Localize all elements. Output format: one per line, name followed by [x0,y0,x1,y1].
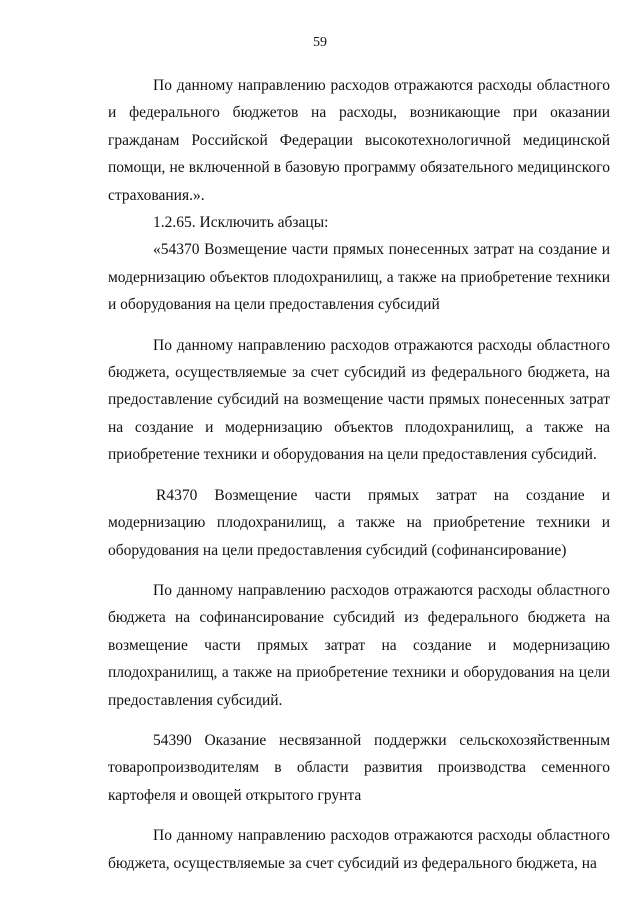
paragraph-code-54370: «54370 Возмещение части прямых понесенных затрат на создание и модернизацию объектов плодохранилищ, а также на приобретение техники и оборудования на цели предоставления субсидий [108,241,610,314]
document-body [108,72,610,877]
paragraph-code-r4370: R4370 Возмещение части прямых затрат на создание и модернизацию плодохранилищ, а также на приобретение техники и оборудования на цели предоставления субсидий (софинансирование) [108,486,610,559]
paragraph-54390-description: По данному направлению расходов отражаются расходы областного бюджета, осуществляемые за счет субсидий из федерального бюджета, на [108,827,610,872]
page-number: 59 [313,35,327,50]
paragraph-clause-1-2-65: 1.2.65. Исключить абзацы: [153,214,329,232]
paragraph-r4370-description: По данному направлению расходов отражаются расходы областного бюджета на софинансирование субсидий из федерального бюджета на возмещение части прямых затрат на создание и модернизацию плодохранилищ, а также на приобретение техники и оборудования на цели предоставления субсидий. [108,581,610,709]
paragraph-54370-description: По данному направлению расходов отражаются расходы областного бюджета, осуществляемые за счет субсидий из федерального бюджета, на предоставление субсидий на возмещение части прямых понесенных затрат на создание и модернизацию объектов плодохранилищ, а также на приобретение техники и оборудования на цели предоставления субсидий. [108,336,610,464]
paragraph-vmp-description: По данному направлению расходов отражаются расходы областного и федерального бюджетов на расходы, возникающие при оказании гражданам Российской Федерации высокотехнологичной медицинской помощи, не включенной в базовую программу обязательного медицинского страхования.». [108,77,610,204]
paragraph-code-54390: 54390 Оказание несвязанной поддержки сельскохозяйственным товаропроизводителям в области развития производства семенного картофеля и овощей открытого грунта [108,731,610,804]
